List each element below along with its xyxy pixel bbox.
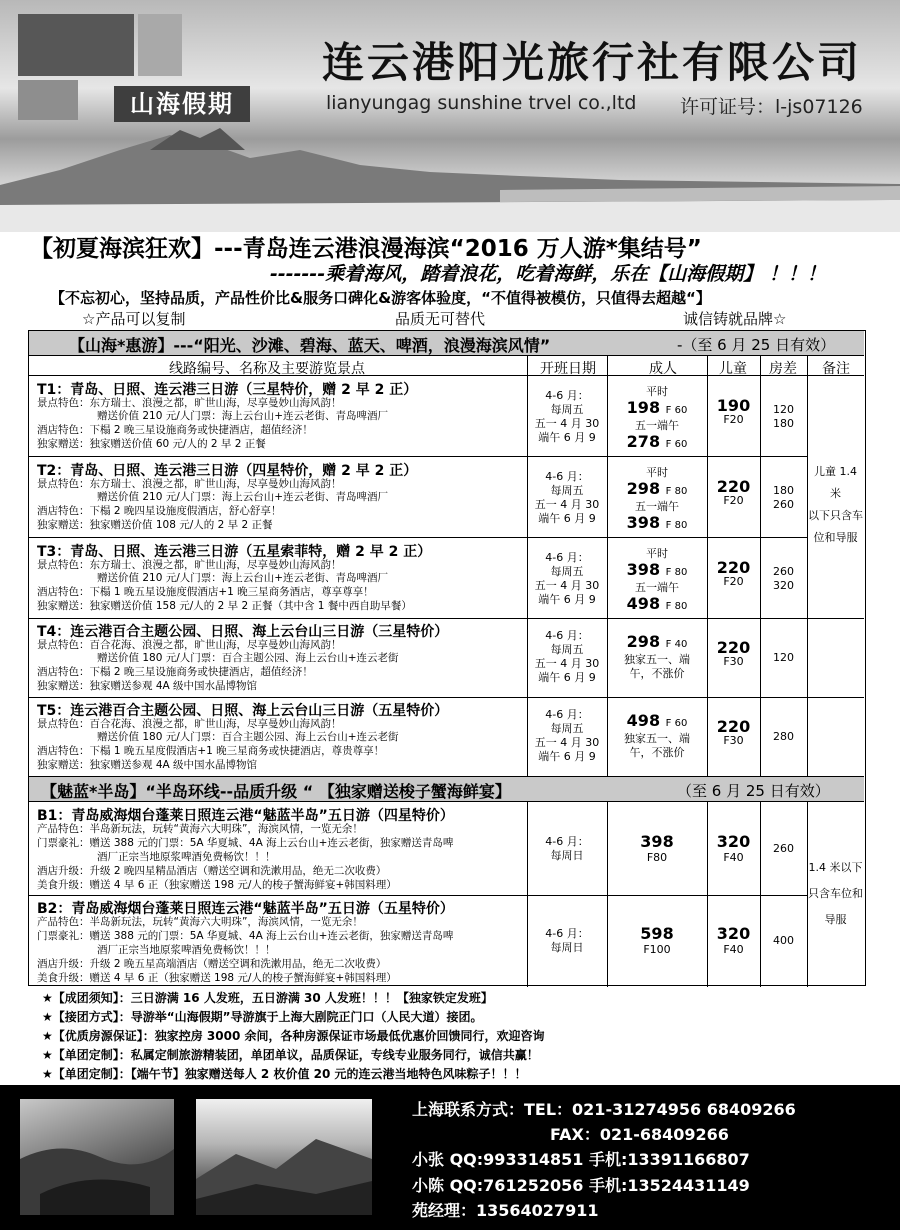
adult-price: 平时 398 F 80 五一端午 498 F 80 [626,547,688,613]
tour-detail: 景点特色：东方瑞士、浪漫之都，旷世山海，尽享曼妙山海风韵！ [37,397,342,409]
tour-table [28,330,866,986]
adult-price: 498 F 60 独家五一、端 午，不涨价 [624,711,690,759]
tour-detail: 独家赠送：独家赠送价值 108 元/人的 2 早 2 正餐 [37,519,273,531]
divider [707,802,708,987]
tour-detail: 酒店特色：下榻 2 晚三星设施商务或快捷酒店，超值经济！ [37,666,313,678]
room-diff: 260 [773,842,794,855]
tour-detail: 酒店特色：下榻 1 晚五星度假酒店+1 晚三星商务或快捷酒店，尊贵尊享！ [37,745,385,757]
promo-title: 【初夏海滨狂欢】---青岛连云港浪漫海滨“2016 万人游*集结号” [30,236,702,262]
adult-price: 平时 198 F 60 五一端午 278 F 60 [626,385,688,451]
tour-dates: 4-6 月： 每周五 五一 4 月 30 端午 6 月 9 [534,470,600,525]
divider [29,375,864,376]
divider [607,802,608,987]
child-price: 220 F30 [716,638,751,668]
tour-detail: 独家赠送：独家赠送价值 60 元/人的 2 早 2 正餐 [37,438,266,450]
room-diff: 280 [773,730,794,743]
col-header-room: 房差 [769,361,797,377]
child-price: 220 F20 [716,477,751,507]
note-item: ★【成团须知】：三日游满 16 人发班，五日游满 30 人发班！！！【独家铁定发班】 [42,991,493,1005]
contact-zhang: 小张 QQ:993314851 手机:13391166807 [412,1150,750,1169]
tour-dates: 4-6 月： 每周五 五一 4 月 30 端午 6 月 9 [534,551,600,606]
adult-price: 298 F 40 独家五一、端 午，不涨价 [624,632,690,680]
contact-chen: 小陈 QQ:761252056 手机:13524431149 [412,1176,750,1195]
divider [29,537,807,538]
tour-title: B2：青岛威海烟台蓬莱日照连云港“魅蓝半岛”五日游（五星特价） [37,901,454,917]
section-validity: -（至 6 月 25 日有效） [677,336,836,354]
section-band-huiyou [29,331,864,356]
coast-photo [20,1099,174,1215]
tour-dates: 4-6 月： 每周五 五一 4 月 30 端午 6 月 9 [534,629,600,684]
tour-detail: 景点特色：百合花海、浪漫之都，旷世山海，尽享曼妙山海风韵！ [37,639,342,651]
tour-detail: 酒厂正宗当地原浆啤酒免费畅饮！！！ [97,944,276,956]
remark-child-policy: 儿童 1.4 米 以下只含车 位和导服 [808,465,863,544]
section-title: 【山海*惠游】---“阳光、沙滩、碧海、蓝天、啤酒，浪漫海滨风情” [69,336,551,355]
tour-detail: 酒店特色：下榻 1 晚五星设施度假酒店+1 晚三星商务酒店，尊享尊享！ [37,586,374,598]
divider [29,618,864,619]
col-header-child: 儿童 [719,361,747,377]
tour-detail: 赠送价值 180 元/人门票：百合主题公园、海上云台山+连云老街 [97,731,399,743]
remark-child-policy: 1.4 米以下 只含车位和 导服 [808,861,863,926]
contact-fax: FAX：021-68409266 [550,1125,729,1144]
tour-detail: 酒店升级：升级 2 晚五星高端酒店（赠送空调和洗漱用品，绝无二次收费） [37,958,387,970]
tour-detail: 产品特色：半岛新玩法，玩转“黄海六大明珠”，海滨风情，一览无余！ [37,823,363,835]
tour-detail: 门票豪礼：赠送 388 元的门票：5A 华夏城、4A 海上云台山+连云老街，独家赠送青岛啤 [37,930,454,942]
promo-slogan: -------乘着海风，踏着浪花，吃着海鲜，乐在【山海假期】 ！！！ [270,263,826,285]
tour-detail: 景点特色：百合花海、浪漫之都，旷世山海，尽享曼妙山海风韵！ [37,718,342,730]
tour-detail: 赠送价值 180 元/人门票：百合主题公园、海上云台山+连云老街 [97,652,399,664]
island-photo-shape [20,1099,174,1215]
section-title: 【魅蓝*半岛】“半岛环线--品质升级 “ 【独家赠送梭子蟹海鲜宴】 [41,782,511,801]
tour-title: T1：青岛、日照、连云港三日游（三星特价，赠 2 早 2 正） [37,382,418,398]
section-band-meilan [29,776,864,802]
contact-tel: 上海联系方式：TEL：021-31274956 68409266 [412,1100,796,1119]
tour-title: T3：青岛、日照、连云港三日游（五星索菲特，赠 2 早 2 正） [37,544,432,560]
child-price: 190 F20 [716,396,751,426]
divider [527,802,528,987]
tour-dates: 4-6 月： 每周五 五一 4 月 30 端午 6 月 9 [534,389,600,444]
note-item: ★【单团定制】：私属定制旅游精装团，单团单议，品质保证，专线专业服务同行，诚信共赢！ [42,1048,539,1062]
room-diff: 120 [773,651,794,664]
divider [29,697,864,698]
col-header-remark: 备注 [822,361,850,377]
col-header-route: 线路编号、名称及主要游览景点 [169,361,365,377]
motto-left: ☆产品可以复制 [82,310,186,328]
room-diff: 180 260 [773,484,794,511]
divider [29,895,807,896]
tour-detail: 赠送价值 210 元/人门票：海上云台山+连云老街、青岛啤酒厂 [97,572,389,584]
col-header-adult: 成人 [649,361,677,377]
company-name-en: lianyungag sunshine trvel co.,ltd [326,92,637,114]
note-item: ★【优质房源保证】：独家控房 3000 余间，各种房源保证市场最低优惠价回馈同行，欢迎咨询 [42,1029,545,1043]
tour-detail: 独家赠送：独家赠送参观 4A 级中国水晶博物馆 [37,680,258,692]
tour-detail: 赠送价值 210 元/人门票：海上云台山+连云老街、青岛啤酒厂 [97,491,389,503]
note-item: ★【接团方式】：导游举“山海假期”导游旗于上海大剧院正门口（人民大道）接团。 [42,1010,483,1024]
divider [760,802,761,987]
section-validity: （至 6 月 25 日有效） [677,782,830,800]
logo-block-dark [18,14,134,76]
tour-detail: 门票豪礼：赠送 388 元的门票：5A 华夏城、4A 海上云台山+连云老街，独家赠送青岛啤 [37,837,454,849]
tour-detail: 独家赠送：独家赠送价值 158 元/人的 2 早 2 正餐（其中含 1 餐中西自助早餐） [37,600,412,612]
tour-dates: 4-6 月： 每周五 五一 4 月 30 端午 6 月 9 [534,708,600,763]
adult-price: 平时 298 F 80 五一端午 398 F 80 [626,466,688,532]
tour-detail: 酒厂正宗当地原浆啤酒免费畅饮！！！ [97,851,276,863]
room-diff: 120 180 [773,403,794,430]
tour-dates: 4-6 月： 每周日 [545,927,589,954]
tour-detail: 产品特色：半岛新玩法，玩转“黄海六大明珠”，海滨风情，一览无余！ [37,916,363,928]
tour-detail: 景点特色：东方瑞士、浪漫之都，旷世山海，尽享曼妙山海风韵！ [37,559,342,571]
logo-block-light [138,14,182,76]
col-header-dates: 开班日期 [540,361,596,377]
principle-text: 【不忘初心，坚持品质，产品性价比&服务口碑化&游客体验度，“不值得被模仿，只值得去超越“】 [50,289,711,307]
adult-price: 398 F80 [640,832,674,864]
motto-mid: 品质无可替代 [395,310,486,328]
room-diff: 400 [773,934,794,947]
tour-detail: 景点特色：东方瑞士、浪漫之都，旷世山海，尽享曼妙山海风韵！ [37,478,342,490]
logo: 山海假期 [114,86,250,122]
room-diff: 260 320 [773,565,794,592]
company-name: 连云港阳光旅行社有限公司 [322,38,863,87]
tour-dates: 4-6 月： 每周日 [545,835,589,862]
note-item: ★【单团定制】：【端午节】独家赠送每人 2 枚价值 20 元的连云港当地特色风味粽子！！！ [42,1067,527,1081]
header-banner [0,0,900,232]
motto-right: 诚信铸就品牌☆ [683,310,787,328]
tour-detail: 赠送价值 210 元/人门票：海上云台山+连云老街、青岛啤酒厂 [97,410,389,422]
tour-title: B1：青岛威海烟台蓬莱日照连云港“魅蓝半岛”五日游（四星特价） [37,808,454,824]
tour-title: T2：青岛、日照、连云港三日游（四星特价，赠 2 早 2 正） [37,463,418,479]
child-price: 220 F30 [716,717,751,747]
logo-block-mid [18,80,78,120]
divider [29,456,807,457]
mountain-photo-shape [196,1099,372,1215]
contact-manager: 苑经理：13564027911 [412,1201,599,1220]
tour-detail: 酒店特色：下榻 2 晚三星设施商务或快捷酒店，超值经济！ [37,424,313,436]
child-price: 220 F20 [716,558,751,588]
license-number: 许可证号：l-js07126 [680,96,863,118]
mountain-photo [196,1099,372,1215]
child-price: 320 F40 [716,924,751,956]
tour-detail: 酒店升级：升级 2 晚四星精品酒店（赠送空调和洗漱用品，绝无二次收费） [37,865,387,877]
tour-detail: 美食升级：赠送 4 早 6 正（独家赠送 198 元/人的梭子蟹海鲜宴+韩国料理） [37,879,397,891]
child-price: 320 F40 [716,832,751,864]
tour-detail: 美食升级：赠送 4 早 6 正（独家赠送 198 元/人的梭子蟹海鲜宴+韩国料理） [37,972,397,984]
adult-price: 598 F100 [640,924,674,956]
tour-title: T4：连云港百合主题公园、日照、海上云台山三日游（三星特价） [37,624,449,640]
tour-detail: 酒店特色：下榻 2 晚四星设施度假酒店，舒心舒享！ [37,505,282,517]
tour-title: T5：连云港百合主题公园、日照、海上云台山三日游（五星特价） [37,703,449,719]
tour-detail: 独家赠送：独家赠送参观 4A 级中国水晶博物馆 [37,759,258,771]
contact-footer [0,1085,900,1230]
divider [807,356,808,776]
